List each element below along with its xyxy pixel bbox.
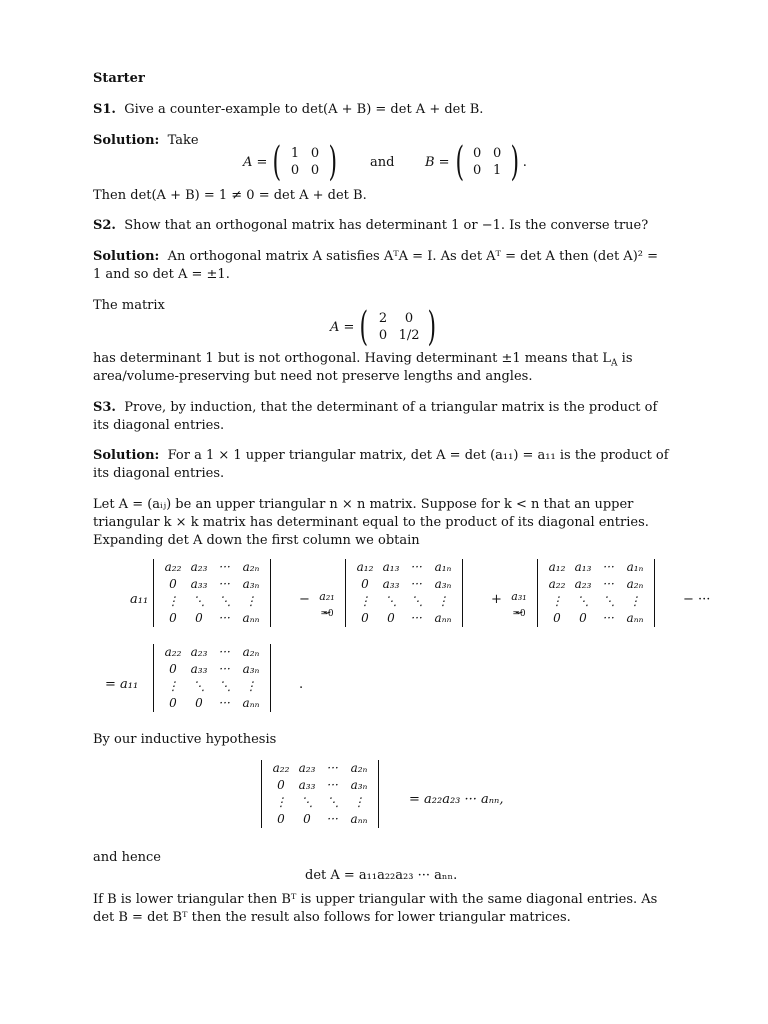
determinant-entry: a₃ₙ	[434, 577, 452, 591]
determinant-entry: ⋮	[167, 679, 179, 693]
determinant-entry: a₂₃	[190, 645, 208, 659]
s1-matrix-a-label: A =	[243, 154, 268, 170]
trailing-terms: − ···	[683, 592, 711, 607]
determinant-entry: 0	[169, 696, 177, 710]
determinant-entry: ···	[411, 560, 423, 574]
determinant-entry: ···	[327, 761, 339, 775]
s1-matrix-a-grid	[285, 145, 325, 179]
determinant-entry: ···	[219, 662, 231, 676]
lower-line2: det B = det Bᵀ then the result also follows for lower triangular matrices.	[93, 910, 571, 925]
determinant-entry: a₁₃	[574, 560, 592, 574]
determinant-entry: ⋱	[577, 594, 589, 608]
s1-matrix-b-end: .	[522, 154, 527, 170]
determinant-entry: ⋮	[437, 594, 449, 608]
determinant-entry: ···	[603, 611, 615, 625]
matrix-entry: 0	[378, 328, 388, 343]
s1-matrix-b	[425, 139, 527, 185]
and-hence: and hence	[93, 850, 161, 865]
zero-label: =0	[320, 609, 334, 619]
s3-text-line1: Prove, by induction, that the determinant of a triangular matrix is the product of	[124, 400, 658, 415]
s2-question	[93, 217, 648, 235]
s1-matrix-a	[243, 139, 341, 185]
s1-question	[93, 101, 483, 119]
determinant-entry: 0	[361, 611, 369, 625]
s3-solution-label: Solution:	[93, 448, 160, 463]
determinant-entry: ⋱	[193, 594, 205, 608]
determinant-entry: a₂₃	[298, 761, 316, 775]
eq-coef-a11: = a₁₁	[105, 677, 139, 692]
determinant-entry: ⋱	[327, 795, 339, 809]
determinant-entry: ⋱	[301, 795, 313, 809]
s1-text: Give a counter-example to det(A + B) = det A + det B.	[124, 102, 484, 117]
s1-matrix-b-label: B =	[425, 154, 450, 170]
determinant-grid	[268, 760, 372, 828]
inductive-hypothesis: By our inductive hypothesis	[93, 732, 277, 747]
determinant-entry: 0	[169, 577, 177, 591]
determinant-entry: ⋮	[167, 594, 179, 608]
determinant-4	[153, 644, 271, 712]
matrix-entry: 1	[493, 163, 502, 178]
determinant-grid	[160, 559, 264, 627]
determinant-entry: 0	[553, 611, 561, 625]
determinant-entry: ⋱	[193, 679, 205, 693]
determinant-3	[537, 559, 655, 627]
s3-text-line2: its diagonal entries.	[93, 418, 225, 433]
determinant-entry: a₂₃	[190, 560, 208, 574]
s1-matrix-b-grid	[467, 145, 507, 179]
s2-matrix	[330, 304, 440, 350]
s1-solution-text: Take	[167, 133, 199, 148]
determinant-entry: ···	[327, 778, 339, 792]
coef-a31: a₃₁	[511, 590, 527, 603]
determinant-entry: ⋱	[603, 594, 615, 608]
determinant-entry: 0	[387, 611, 395, 625]
determinant-entry: a₃ₙ	[242, 577, 260, 591]
right-paren: )	[328, 139, 338, 185]
matrix-entry: 1	[290, 146, 300, 161]
s3-question	[93, 399, 657, 417]
determinant-entry: ⋱	[385, 594, 397, 608]
determinant-entry: a₁₂	[356, 560, 374, 574]
determinant-entry: aₙₙ	[350, 812, 368, 826]
determinant-entry: a₂ₙ	[350, 761, 368, 775]
s2-after-text: has determinant 1 but is not orthogonal. Having determinant ±1 means that L	[93, 351, 612, 366]
matrix-entry: 2	[378, 311, 388, 326]
s2-matrix-intro: The matrix	[93, 298, 165, 313]
determinant-entry: a₂ₙ	[626, 577, 644, 591]
determinant-entry: ···	[411, 577, 423, 591]
det5-result: = a₂₂a₂₃ ··· aₙₙ,	[409, 792, 504, 807]
determinant-entry: ···	[219, 560, 231, 574]
determinant-entry: a₃₃	[190, 577, 208, 591]
s3-solution-line2: its diagonal entries.	[93, 466, 225, 481]
determinant-grid	[544, 559, 648, 627]
s3-solution	[93, 447, 669, 465]
determinant-entry: 0	[361, 577, 369, 591]
determinant-entry: 0	[195, 611, 203, 625]
s2-after-sub: A	[611, 358, 618, 369]
s2-matrix-label: A =	[330, 319, 355, 335]
left-paren: (	[359, 304, 369, 350]
right-paren: )	[427, 304, 437, 350]
matrix-entry: 0	[493, 146, 502, 161]
determinant-entry: aₙₙ	[242, 696, 260, 710]
s3-let-line2: triangular k × k matrix has determinant equal to the product of its diagonal entries.	[93, 515, 649, 530]
determinant-entry: ⋮	[359, 594, 371, 608]
s3-let-line1: Let A = (aᵢⱼ) be an upper triangular n × n matrix. Suppose for k < n that an upper	[93, 497, 634, 512]
determinant-entry: a₂ₙ	[242, 560, 260, 574]
s2-label: S2.	[93, 218, 116, 233]
determinant-entry: ···	[411, 611, 423, 625]
determinant-entry: a₃₃	[190, 662, 208, 676]
matrix-entry: 0	[310, 163, 320, 178]
determinant-entry: a₃ₙ	[242, 662, 260, 676]
determinant-entry: 0	[277, 812, 285, 826]
determinant-entry: a₁ₙ	[434, 560, 452, 574]
s2-after-end: is	[617, 351, 633, 366]
left-paren: (	[455, 139, 464, 185]
lower-line1: If B is lower triangular then Bᵀ is upper triangular with the same diagonal entries. As	[93, 892, 658, 907]
determinant-entry: ⋱	[411, 594, 423, 608]
determinant-entry: a₁₂	[548, 560, 566, 574]
determinant-entry: ···	[327, 812, 339, 826]
determinant-entry: a₃₃	[298, 778, 316, 792]
matrix-entry: 0	[473, 146, 482, 161]
zero-label: =0	[512, 609, 526, 619]
determinant-entry: ⋮	[245, 594, 257, 608]
s1-conclusion: Then det(A + B) = 1 ≠ 0 = det A + det B.	[93, 188, 367, 203]
determinant-entry: 0	[169, 662, 177, 676]
s3-solution-line1: For a 1 × 1 upper triangular matrix, det A = det (a₁₁) = a₁₁ is the product of	[167, 448, 669, 463]
determinant-entry: ···	[219, 696, 231, 710]
s1-and: and	[370, 155, 395, 170]
determinant-entry: aₙₙ	[626, 611, 644, 625]
s2-solution-label: Solution:	[93, 249, 160, 264]
plus-sign: +	[491, 592, 502, 607]
determinant-entry: ⋮	[275, 795, 287, 809]
determinant-entry: a₂₂	[164, 645, 182, 659]
determinant-1	[153, 559, 271, 627]
determinant-entry: aₙₙ	[434, 611, 452, 625]
s2-after-line2: area/volume-preserving but need not preserve lengths and angles.	[93, 369, 533, 384]
s2-matrix-grid	[372, 310, 424, 344]
underbrace-icon: ⏟	[323, 599, 331, 613]
determinant-entry: ···	[219, 645, 231, 659]
s2-text: Show that an orthogonal matrix has determinant 1 or −1. Is the converse true?	[124, 218, 649, 233]
determinant-5	[261, 760, 379, 828]
matrix-entry: 1/2	[398, 328, 420, 343]
coef-a31-underbrace	[505, 590, 533, 619]
det4-end: .	[299, 677, 304, 692]
determinant-entry: ···	[603, 560, 615, 574]
determinant-grid	[352, 559, 456, 627]
determinant-entry: ···	[219, 611, 231, 625]
underbrace-icon: ⏟	[515, 599, 523, 613]
determinant-entry: ···	[219, 577, 231, 591]
determinant-entry: 0	[195, 696, 203, 710]
coef-a21: a₂₁	[319, 590, 335, 603]
coef-a11: a₁₁	[130, 592, 149, 607]
minus-sign: −	[299, 592, 310, 607]
s1-solution-label: Solution:	[93, 133, 160, 148]
determinant-entry: a₁₃	[382, 560, 400, 574]
determinant-entry: 0	[579, 611, 587, 625]
determinant-entry: ···	[603, 577, 615, 591]
determinant-entry: 0	[169, 611, 177, 625]
s2-solution-line1: An orthogonal matrix A satisfies AᵀA = I. As det Aᵀ = det A then (det A)² =	[167, 249, 659, 264]
determinant-grid	[160, 644, 264, 712]
determinant-2	[345, 559, 463, 627]
s2-solution-line2: 1 and so det A = ±1.	[93, 267, 230, 282]
coef-a21-underbrace	[313, 590, 341, 619]
determinant-entry: a₃₃	[382, 577, 400, 591]
determinant-entry: a₂ₙ	[242, 645, 260, 659]
s2-solution	[93, 248, 658, 266]
determinant-entry: a₃ₙ	[350, 778, 368, 792]
determinant-entry: 0	[303, 812, 311, 826]
determinant-entry: ⋱	[219, 594, 231, 608]
matrix-entry: 0	[473, 163, 482, 178]
determinant-entry: aₙₙ	[242, 611, 260, 625]
s1-label: S1.	[93, 102, 116, 117]
determinant-entry: ⋮	[551, 594, 563, 608]
s3-label: S3.	[93, 400, 116, 415]
determinant-entry: a₂₂	[164, 560, 182, 574]
determinant-entry: a₂₃	[574, 577, 592, 591]
determinant-entry: a₂₂	[272, 761, 290, 775]
heading: Starter	[93, 71, 145, 86]
matrix-entry: 0	[290, 163, 300, 178]
right-paren: )	[510, 139, 520, 185]
s1-solution	[93, 132, 199, 150]
determinant-entry: ⋮	[245, 679, 257, 693]
determinant-entry: ⋮	[629, 594, 641, 608]
determinant-entry: a₁ₙ	[626, 560, 644, 574]
final-equation: det A = a₁₁a₂₂a₂₃ ··· aₙₙ.	[305, 868, 458, 883]
matrix-entry: 0	[310, 146, 320, 161]
determinant-entry: ⋮	[353, 795, 365, 809]
left-paren: (	[272, 139, 282, 185]
determinant-entry: a₂₂	[548, 577, 566, 591]
determinant-entry: 0	[277, 778, 285, 792]
matrix-entry: 0	[404, 311, 414, 326]
determinant-entry: ⋱	[219, 679, 231, 693]
s2-after-line1	[93, 350, 633, 368]
s3-let-line3: Expanding det A down the first column we obtain	[93, 533, 420, 548]
